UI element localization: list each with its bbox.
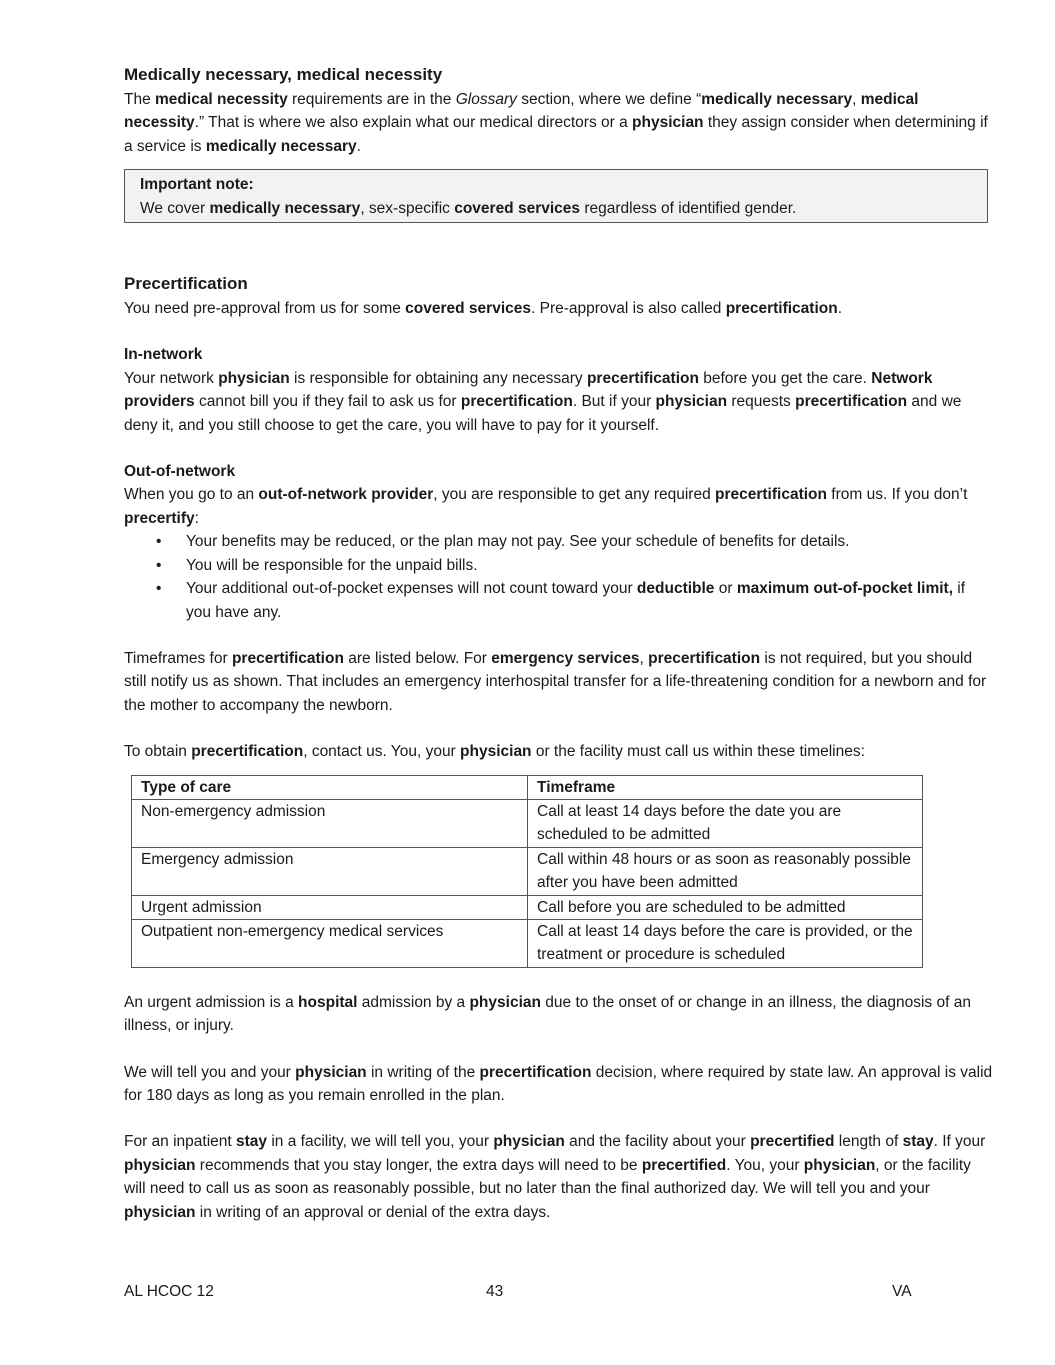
text: cannot bill you if they fail to ask us for [194,393,461,411]
heading-precertification: Precertification [124,274,248,294]
bold-term: precertification [715,486,827,504]
text: The [124,91,156,108]
text: recommends that you stay longer, the extra days will need to be [195,1156,642,1174]
timeline-table [131,775,923,968]
text: regardless of identified gender. [580,199,797,217]
table-row [132,799,923,847]
text: and the facility about your [564,1133,751,1151]
bold-term: precertification [191,743,304,761]
bold-term: precertification [725,300,838,318]
table-cell: Urgent admission [132,895,528,919]
text: , you are responsible to get any required [433,486,715,504]
text: An urgent admission is a [124,993,299,1011]
text: . [837,300,843,318]
table-row [132,895,923,919]
text: , [852,91,861,108]
text: We will tell you and your [124,1063,296,1081]
bold-term: precertification [479,1063,592,1081]
paragraph-inpatient-stay [124,1130,994,1224]
bold-term: physician [655,393,728,411]
bold-term: emergency services [491,649,640,667]
document-page [124,62,994,1224]
bold-term: physician [632,114,704,132]
paragraph-timeframes [124,647,994,717]
text: : [194,509,199,527]
paragraph-medical-necessity [124,88,994,158]
text: To obtain [124,743,192,761]
bold-term: medically necessary [205,137,357,155]
heading-medical-necessity: Medically necessary, medical necessity [124,65,443,84]
bold-term: stay [236,1133,268,1151]
heading-in-network: In-network [124,346,203,364]
table-header-row [132,775,923,799]
bold-term: out-of-network provider [258,486,434,504]
list-item: • You will be responsible for the unpaid bills. [186,554,994,577]
bold-term: precertification [460,393,573,411]
text: is not required, but you should still notify us as shown. That includes an emergency interhospital transfer for a life-threatening condition for a newborn and for the mother to accompany the newborn. [124,649,987,714]
text: , or the facility will need to call us as soon as reasonably possible, but no later than the final authorized day. We will tell you and your [124,1156,971,1198]
text: . Pre-approval is also called [531,300,726,318]
list-item: • Your benefits may be reduced, or the plan may not pay. See your schedule of benefits for details. [186,530,994,553]
text: When you go to an [124,486,259,504]
bold-term: medically necessary [209,199,361,217]
bold-term: physician [469,993,541,1011]
text: or the facility must call us within these timelines: [531,743,865,761]
bold-term: physician [124,1203,196,1221]
bold-term: hospital [298,993,358,1011]
footer-state: VA [892,1283,912,1300]
text: length of [834,1133,903,1151]
bold-term: deductible [636,580,715,598]
bold-term: precertification [586,369,699,387]
text: . But if your [572,393,656,411]
list-item [186,577,994,624]
bold-term: physician [124,1156,196,1174]
paragraph-urgent-admission [124,991,994,1038]
table-row [132,919,923,967]
bold-term: Network providers [124,369,933,411]
table-row [132,847,923,895]
text: in writing of an approval or denial of the extra days. [195,1203,551,1221]
bold-term: physician [460,743,532,761]
bold-term: precertification [648,649,761,667]
text: decision, where required by state law. An approval is valid for 180 days as long as you remain enrolled in the plan. [124,1063,993,1104]
text: requirements are in the [287,91,456,108]
text: , sex-specific [360,199,455,217]
bullet-list [124,530,994,624]
bold-term: covered services [454,199,581,217]
text: admission by a [357,993,470,1011]
bold-term: precertification [231,649,344,667]
bold-term: maximum out-of-pocket limit, [736,580,953,598]
bold-term: stay [902,1133,934,1151]
paragraph-out-of-network [124,483,994,530]
bold-term: medically necessary [701,91,853,108]
text: if you have any. [186,580,966,621]
text: due to the onset of or change in an illness, the diagnosis of an illness, or injury. [124,993,971,1035]
text: are listed below. For [343,649,492,667]
table-cell: Call before you are scheduled to be admitted [528,895,923,919]
text: For an inpatient [124,1133,237,1151]
bold-term: precertified [750,1133,835,1151]
text: We cover [140,199,210,217]
table-cell: Outpatient non-emergency medical services [132,919,528,967]
table-cell: Call at least 14 days before the date you are scheduled to be admitted [528,799,923,847]
bold-term: medical necessity [155,91,288,108]
bold-term: physician [218,369,290,387]
text: in a facility, we will tell you, your [267,1133,494,1151]
paragraph-obtain [124,740,994,763]
heading-out-of-network: Out-of-network [124,463,236,481]
text: Your network [124,369,219,387]
paragraph-precert-intro [124,297,994,320]
text: Timeframes for [124,649,232,667]
text: , [639,649,649,667]
bold-term: physician [803,1156,876,1174]
table-header-cell: Type of care [132,775,528,799]
table-cell: Call at least 14 days before the care is provided, or the treatment or procedure is scheduled [528,919,923,967]
bold-term: precertification [795,393,908,411]
text: You need pre-approval from us for some [124,300,406,318]
table-cell: Call within 48 hours or as soon as reasonably possible after you have been admitted [528,847,923,895]
text: and we deny it, and you still choose to get the care, you will have to pay for it yourself. [124,393,962,434]
text: requests [727,393,796,411]
bold-term: physician [493,1133,565,1151]
footer-form-code: AL HCOC 12 [124,1283,214,1300]
text: .” That is where we also explain what our medical directors or a [194,114,633,132]
text: in writing of the [366,1063,480,1081]
page-number: 43 [486,1283,504,1300]
bold-term: precertify [124,509,195,527]
text: is responsible for obtaining any necessary [289,369,587,387]
text: Your additional out-of-pocket expenses will not count toward your [186,580,637,598]
text: they assign consider when determining if a service is [124,114,988,155]
text: section, where we define “ [516,91,702,108]
italic-term: Glossary [455,91,517,108]
bold-term: medical necessity [124,91,919,132]
paragraph-notification [124,1061,994,1108]
paragraph-in-network [124,367,994,437]
table-cell: Emergency admission [132,847,528,895]
important-note-title: Important note: [140,176,254,194]
text: . You, your [726,1156,804,1174]
important-note-box [124,169,988,223]
table-cell: Non-emergency admission [132,799,528,847]
text: before you get the care. [698,369,872,387]
bold-term: covered services [405,300,531,318]
text: from us. If you don’t [826,486,968,504]
text: . If your [933,1133,986,1151]
text: or [714,580,737,598]
text: , contact us. You, your [303,743,461,761]
table-header-cell: Timeframe [528,775,923,799]
text: . [356,137,361,155]
bold-term: physician [295,1063,367,1081]
bold-term: precertified [641,1156,727,1174]
